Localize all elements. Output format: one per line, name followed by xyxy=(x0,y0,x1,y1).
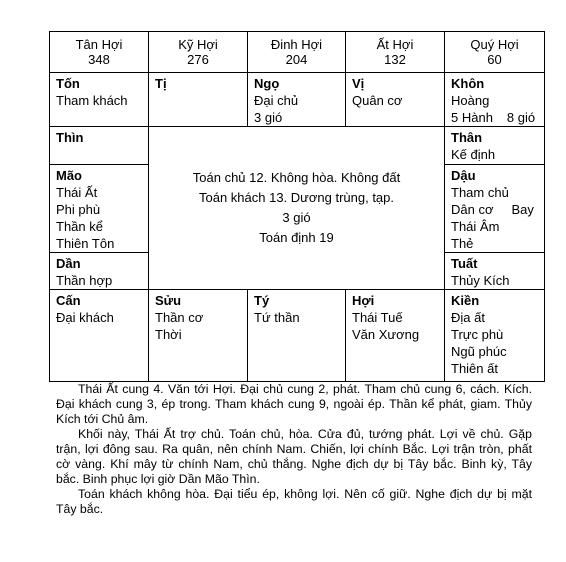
header-name: Đinh Hợi xyxy=(270,37,323,52)
palace-vi xyxy=(346,73,445,127)
palace-title: Thân xyxy=(451,130,483,145)
center-line: Toán chủ 12. Không hòa. Không đất xyxy=(192,170,401,185)
palace-line: 3 gió xyxy=(254,110,283,125)
header-value: 276 xyxy=(187,52,209,67)
palace-line: Thần cơ xyxy=(155,310,204,325)
palace-line: Bay xyxy=(511,202,534,217)
palace-dan xyxy=(50,253,149,290)
palace-line: Thái Âm xyxy=(451,219,500,234)
palace-line: Thời xyxy=(155,327,182,342)
palace-mao xyxy=(50,165,149,253)
palace-line: 5 Hành xyxy=(451,110,493,125)
commentary-paragraph: Khối này, Thái Ất trợ chủ. Toán chủ, hòa. Cửa đủ, tướng phát. Lợi về chủ. Gặp trận, lợi đông sau. Ra quân, nên chính Nam. Chiến, lợi chính Bắc. Lợi trận tròn, phất cờ vàng. Khí mây từ chính Nam, chủ thắng. Nghe địch dự bị Tây bắc. Binh kỳ, Tây bắc. Binh phục lợi giờ Dần Mão Thìn. xyxy=(56,427,532,486)
header-cell-dinh-hoi xyxy=(248,32,346,73)
palace-suu xyxy=(149,290,248,382)
header-value: 348 xyxy=(88,52,110,67)
palace-line: Thẻ xyxy=(451,236,474,251)
palace-title: Sửu xyxy=(155,293,182,308)
palace-line: Thần kể xyxy=(56,219,103,234)
center-line: 3 gió xyxy=(282,210,311,225)
palace-line: Ngũ phúc xyxy=(451,344,507,359)
header-name: Tân Hợi xyxy=(75,37,123,52)
palace-title: Vị xyxy=(352,76,365,91)
commentary xyxy=(56,382,532,517)
header-value: 60 xyxy=(487,52,502,67)
palace-title: Dậu xyxy=(451,168,476,183)
palace-dau xyxy=(445,165,545,253)
palace-line: Thần hợp xyxy=(56,273,113,288)
header-value: 132 xyxy=(384,52,406,67)
palace-title: Khôn xyxy=(451,76,485,91)
center-line: Toán khách 13. Dương trùng, tạp. xyxy=(198,190,394,205)
palace-tuat xyxy=(445,253,545,290)
palace-line: Thiên Tôn xyxy=(56,236,115,251)
palace-title: Kiền xyxy=(451,293,480,308)
header-name: Ất Hợi xyxy=(376,37,414,52)
palace-row-2 xyxy=(50,127,545,165)
palace-line: Tham chủ xyxy=(451,185,509,200)
header-cell-ky-hoi xyxy=(149,32,248,73)
palace-line: Tứ thần xyxy=(254,310,300,325)
palace-line: Đại khách xyxy=(56,310,114,325)
palace-line: Địa ất xyxy=(451,310,485,325)
header-value: 204 xyxy=(285,52,308,67)
header-cell-at-hoi xyxy=(346,32,445,73)
palace-line: Phi phù xyxy=(56,202,101,217)
palace-ngo xyxy=(248,73,346,127)
palace-line-pair xyxy=(451,201,538,218)
palace-ty xyxy=(248,290,346,382)
commentary-paragraph: Thái Ất cung 4. Văn tới Hợi. Đại chủ cung 2, phát. Tham chủ cung 6, cách. Kích. Đại khách cung 3, ép trong. Tham khách cung 9, ngoài ép. Thần kể phát, giam. Thủy Kích tới Chủ âm. xyxy=(56,382,532,426)
palace-title: Thìn xyxy=(56,130,84,145)
palace-title: Ngọ xyxy=(254,76,280,91)
palace-title: Hợi xyxy=(352,293,375,308)
palace-line: Thái Tuế xyxy=(352,310,403,325)
palace-line: Đại chủ xyxy=(254,93,299,108)
palace-ti xyxy=(149,73,248,127)
palace-ton xyxy=(50,73,149,127)
header-cell-tan-hoi xyxy=(50,32,149,73)
palace-khon xyxy=(445,73,545,127)
palace-line: Kế định xyxy=(451,147,496,162)
palace-line: Quân cơ xyxy=(352,93,403,108)
header-name: Quý Hợi xyxy=(470,37,519,52)
palace-row-5 xyxy=(50,290,545,382)
palace-row-1 xyxy=(50,73,545,127)
palace-title: Tốn xyxy=(56,76,80,91)
palace-line: Thái Ất xyxy=(56,185,98,200)
palace-line: Dân cơ xyxy=(451,202,494,217)
palace-line: Trực phù xyxy=(451,327,504,342)
palace-than xyxy=(445,127,545,165)
header-cell-quy-hoi xyxy=(445,32,545,73)
palace-title: Tuất xyxy=(451,256,478,271)
palace-line: Tham khách xyxy=(56,93,128,108)
palace-title: Cấn xyxy=(56,293,81,308)
palace-line: 8 gió xyxy=(506,110,536,125)
palace-kien xyxy=(445,290,545,382)
palace-hoi xyxy=(346,290,445,382)
nine-palace-grid xyxy=(49,31,545,382)
palace-title: Tị xyxy=(155,76,167,91)
palace-title: Tý xyxy=(254,293,270,308)
header-row xyxy=(50,32,545,73)
palace-line: Hoàng xyxy=(451,93,490,108)
palace-line: Thiên ất xyxy=(451,361,498,376)
palace-line: Thủy Kích xyxy=(451,273,510,288)
commentary-paragraph: Toán khách không hòa. Đại tiểu ép, không lợi. Nên cố giữ. Nghe địch dự bị mặt Tây bắc. xyxy=(56,487,532,516)
center-line: Toán định 19 xyxy=(259,230,334,245)
palace-line: Văn Xương xyxy=(352,327,420,342)
header-name: Kỹ Hợi xyxy=(178,37,218,52)
palace-thin xyxy=(50,127,149,165)
palace-line-pair xyxy=(451,109,538,126)
palace-can xyxy=(50,290,149,382)
palace-title: Mão xyxy=(56,168,82,183)
palace-title: Dần xyxy=(56,256,81,271)
center-summary xyxy=(149,127,445,290)
